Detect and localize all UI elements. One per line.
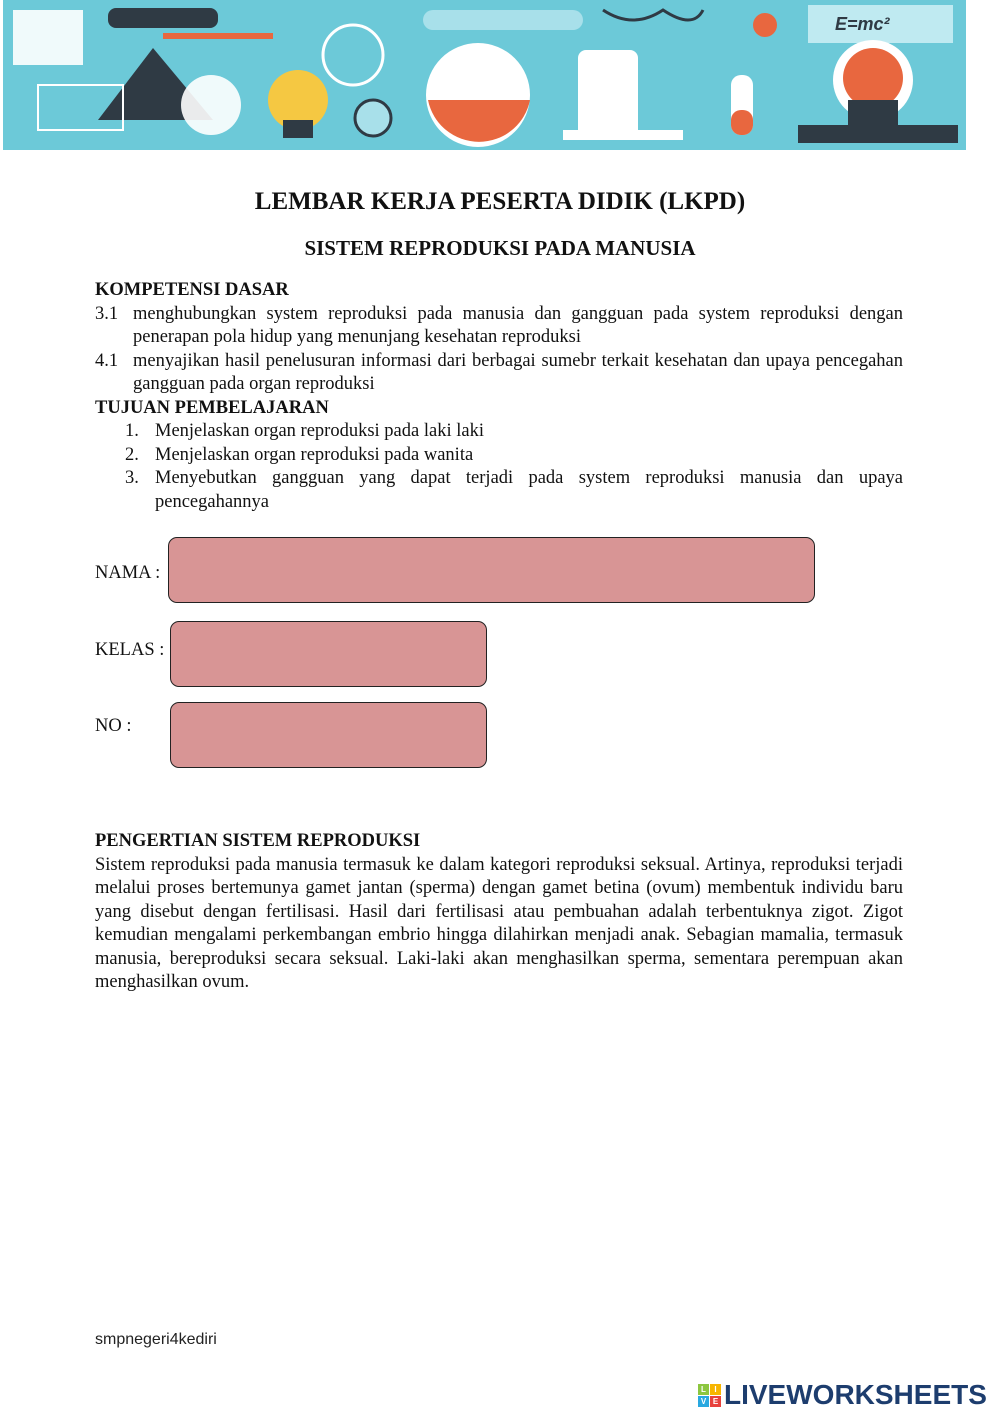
school-footer: smpnegeri4kediri xyxy=(95,1331,217,1348)
kelas-label: KELAS : xyxy=(95,640,165,660)
nama-input[interactable] xyxy=(168,537,815,603)
science-banner-image xyxy=(3,0,966,150)
kompetensi-item xyxy=(95,303,903,350)
tujuan-heading: TUJUAN PEMBELAJARAN xyxy=(95,397,329,418)
item-number: 3.1 xyxy=(95,303,119,324)
page-title: LEMBAR KERJA PESERTA DIDIK (LKPD) xyxy=(254,188,746,215)
page-subtitle: SISTEM REPRODUKSI PADA MANUSIA xyxy=(304,236,696,260)
no-input[interactable] xyxy=(170,702,487,768)
pengertian-heading: PENGERTIAN SISTEM REPRODUKSI xyxy=(95,831,421,851)
nama-label: NAMA : xyxy=(95,563,161,583)
item-text: Menjelaskan organ reproduksi pada laki laki xyxy=(155,421,484,441)
kompetensi-item xyxy=(95,350,903,397)
logo-letter: L xyxy=(698,1384,709,1395)
item-text: menghubungkan system reproduksi pada manusia dan gangguan pada system reproduksi dengan penerapan pola hidup yang menunjang kesehatan reproduksi xyxy=(133,303,903,347)
item-text: Menjelaskan organ reproduksi pada wanita xyxy=(155,444,474,465)
brand-name: LIVEWORKSHEETS xyxy=(724,1379,987,1410)
item-number: 1. xyxy=(125,421,139,441)
pengertian-section xyxy=(95,830,903,995)
tujuan-item xyxy=(95,467,903,514)
no-label: NO : xyxy=(95,716,132,736)
logo-letter: E xyxy=(710,1396,721,1407)
item-number: 4.1 xyxy=(95,350,119,371)
liveworksheets-logo[interactable] xyxy=(698,1379,987,1411)
logo-letter: I xyxy=(710,1384,721,1395)
kompetensi-heading: KOMPETENSI DASAR xyxy=(95,280,289,300)
formula-text: E=mc² xyxy=(835,14,890,34)
tujuan-item xyxy=(95,444,903,468)
tujuan-item xyxy=(95,420,903,444)
item-number: 2. xyxy=(125,444,139,465)
logo-letter: V xyxy=(698,1396,709,1407)
item-text: Menyebutkan gangguan yang dapat terjadi pada system reproduksi manusia dan upaya pencegahannya xyxy=(155,468,903,512)
kelas-input[interactable] xyxy=(170,621,487,687)
pengertian-text: Sistem reproduksi pada manusia termasuk ke dalam kategori reproduksi seksual. Artinya, reproduksi terjadi melalui proses bertemunya gamet jantan (sperma) dengan gamet betina (ovum) membentuk individu baru yang disebut dengan fertilisasi. Hasil dari fertilisasi atau pembuahan adalah terbentuknya zigot. Zigot kemudian mengalami perkembangan embrio hingga dilahirkan menjadi anak. Sebagian mamalia, termasuk manusia, bereproduksi secara seksual. Laki-laki akan menghasilkan sperma, sementara perempuan akan menghasilkan ovum. xyxy=(95,854,903,992)
item-text: menyajikan hasil penelusuran informasi dari berbagai sumebr terkait kesehatan dan upaya pencegahan gangguan pada organ reproduksi xyxy=(133,350,903,394)
item-number: 3. xyxy=(125,468,139,488)
live-squares-icon xyxy=(698,1384,721,1407)
kompetensi-section xyxy=(95,279,903,514)
